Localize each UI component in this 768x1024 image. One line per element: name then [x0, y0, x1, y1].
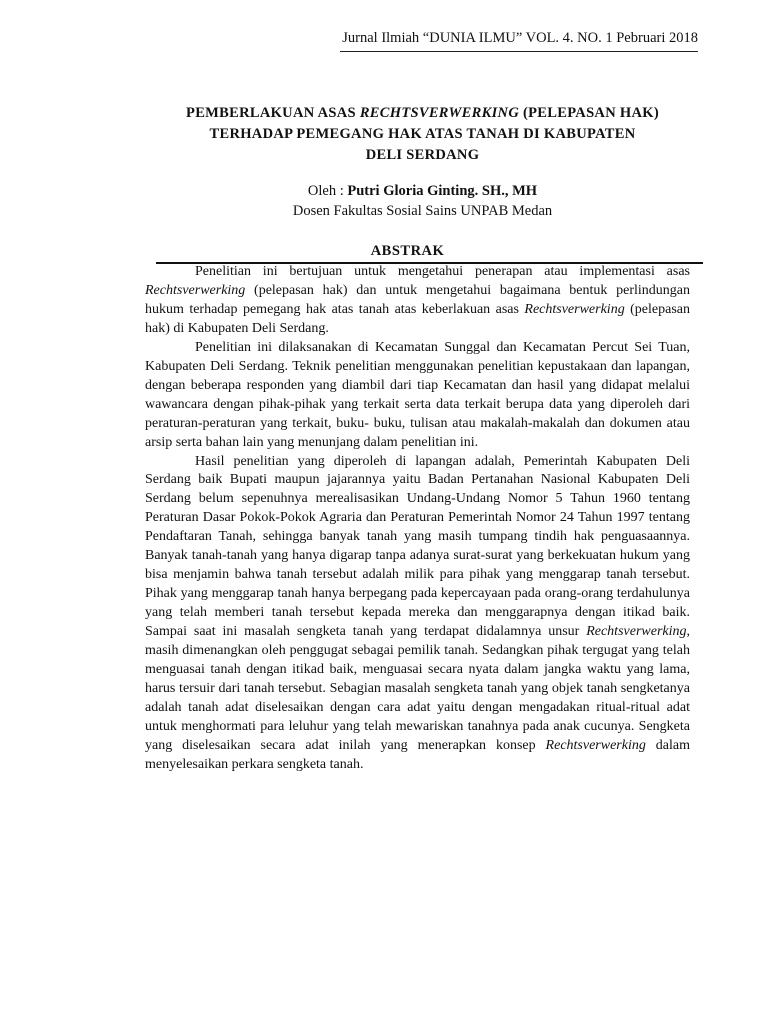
author-line: [145, 181, 700, 201]
article-title: [145, 103, 700, 166]
abstract-p1-text-b: (pelepasan hak) dan untuk mengetahui bagaimana bentuk perlindungan hukum terhadap pemegang hak atas tanah atas keberlakuan asas: [145, 282, 690, 317]
abstract-body: [145, 263, 690, 775]
abstract-p1-text-a: Penelitian ini bertujuan untuk mengetahui penerapan atau implementasi asas: [195, 264, 690, 279]
title-line-3: DELI SERDANG: [365, 147, 480, 163]
title-line-1: [145, 103, 700, 124]
title-term: RECHTSVERWERKING: [359, 105, 520, 121]
abstract-p3-text-c: dalam menyelesaikan perkara sengketa tanah.: [145, 737, 690, 772]
abstract-p1-term-2: Rechtsverwerking: [524, 301, 625, 317]
abstract-p3-term-2: Rechtsverwerking: [545, 737, 646, 753]
abstract-paragraph-1: [145, 263, 690, 339]
abstract-p1-term-1: Rechtsverwerking: [145, 282, 246, 298]
abstract-p3-text-b: , masih dimenangkan oleh penggugat sebagai pemilik tanah. Sedangkan pihak tergugat yang telah menguasai tanah dengan itikad baik, menguasai secara nyata dalam jangka waktu yang lama, harus tersuir dari tanah tersebut. Sebagian masalah sengketa tanah yang objek tanah sengketanya adalah tanah adat diselesaikan dengan cara adat yaitu dengan mengadakan ritual-ritual adat untuk menghormati para leluhur yang telah mewariskan tanahnya pada anak cucunya. Sengketa yang diselesaikan secara adat inilah yang menerapkan konsep: [145, 624, 690, 753]
abstract-p3-text-a: Hasil penelitian yang diperoleh di lapangan adalah, Pemerintah Kabupaten Deli Serdang baik Bupati maupun jajarannya yaitu Badan Pertanahan Nasional Kabupaten Deli Serdang belum sepenuhnya merealisasikan Undang-Undang Nomor 5 Tahun 1960 tentang Peraturan Dasar Pokok-Pokok Agraria dan Peraturan Pemerintah Nomor 24 Tahun 1997 tentang Pendaftaran Tanah, sehingga banyak tanah yang masih tumpang tindih hak penguasaannya. Banyak tanah-tanah yang hanya digarap tanpa adanya surat-surat yang berkekuatan hukum yang bisa menjamin bahwa tanah tersebut adalah milik para pihak yang menggarap tanah tersebut. Pihak yang menggarap tanah hanya berpegang pada kepercayaan pada orang-orang terdahulunya yang telah memberi tanah tersebut kepada mereka dan menggarapnya dengan itikad baik. Sampai saat ini masalah sengketa tanah yang terdapat didalamnya unsur: [145, 453, 690, 640]
journal-header: Jurnal Ilmiah “DUNIA ILMU” VOL. 4. NO. 1 Pebruari 2018: [340, 30, 698, 52]
abstract-paragraph-2: Penelitian ini dilaksanakan di Kecamatan Sunggal dan Kecamatan Percut Sei Tuan, Kabupaten Deli Serdang. Teknik penelitian menggunakan penelitian kepustakaan dan lapangan, dengan beberapa responden yang diambil dari tiap Kecamatan dan hasil yang didapat melalui wawancara dengan pihak-pihak yang terkait serta data terkait berupa data yang diperoleh dari peraturan-peraturan yang terkait, buku- buku, tulisan atau makalah-makalah dan dokumen atau arsip serta bahan lain yang menunjang dalam penelitian ini.: [145, 339, 690, 450]
author-name: Putri Gloria Ginting. SH., MH: [347, 183, 538, 199]
title-part-1: PEMBERLAKUAN ASAS: [186, 105, 360, 121]
title-part-2: (PELEPASAN HAK): [519, 105, 659, 121]
title-line-2: TERHADAP PEMEGANG HAK ATAS TANAH DI KABUPATEN: [209, 126, 636, 142]
abstract-paragraph-3: [145, 453, 690, 775]
author-prefix: Oleh :: [307, 183, 348, 199]
abstract-heading: ABSTRAK: [370, 243, 445, 259]
abstract-p1-text-c: (pelepasan hak) di Kabupaten Deli Serdang.: [145, 301, 690, 336]
author-affiliation: Dosen Fakultas Sosial Sains UNPAB Medan: [292, 203, 553, 219]
abstract-p3-term-1: Rechtsverwerking: [586, 624, 687, 640]
